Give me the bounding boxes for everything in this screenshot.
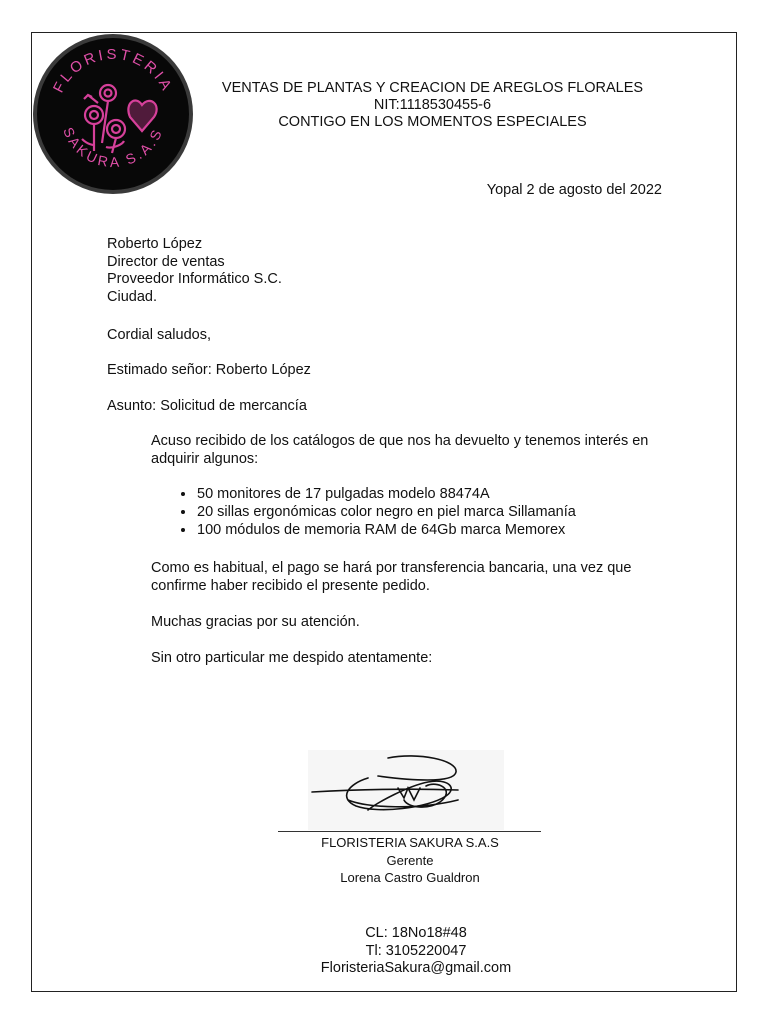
salutation: Estimado señor: Roberto López [107, 362, 311, 378]
list-item: • 20 sillas ergonómicas color negro en piel marca Sillamanía [196, 503, 576, 521]
contact-phone: Tl: 3105220047 [365, 942, 467, 959]
logo-arc-top-text: FLORISTERIA [49, 45, 177, 96]
recipient-title: Director de ventas [107, 253, 225, 270]
contact-email: FloristeriaSakura@gmail.com [320, 960, 512, 976]
letterhead-business-line: VENTAS DE PLANTAS Y CREACION DE AREGLOS FLORALES [221, 80, 644, 96]
contact-block [260, 925, 572, 978]
contact-address: CL: 18No18#48 [365, 925, 467, 941]
handwritten-signature [308, 750, 504, 830]
intro-paragraph: Acuso recibido de los catálogos de que nos ha devuelto y tenemos interés en adquirir algunos: [151, 433, 649, 467]
subject-line: Asunto: Solicitud de mercancía [107, 398, 307, 414]
recipient-block [107, 236, 282, 306]
list-item: • 100 módulos de memoria RAM de 64Gb marca Memorex [196, 521, 576, 539]
signer-name: Lorena Castro Gualdron [340, 870, 480, 885]
signer-company: FLORISTERIA SAKURA S.A.S [321, 835, 499, 850]
signature-line [278, 831, 541, 832]
letterhead-nit: NIT:1118530455-6 [373, 97, 492, 113]
closing-paragraph: Sin otro particular me despido atentamente: [151, 650, 433, 666]
logo-arc-bottom-text: SAKURA S.A.S [60, 124, 166, 171]
list-item: • 50 monitores de 17 pulgadas modelo 88474A [196, 485, 576, 503]
letterhead-slogan: CONTIGO EN LOS MOMENTOS ESPECIALES [278, 114, 587, 130]
payment-paragraph: Como es habitual, el pago se hará por transferencia bancaria, una vez que confirme haber recibido el presente pedido. [151, 560, 632, 594]
recipient-name: Roberto López [107, 236, 203, 252]
letter-date: Yopal 2 de agosto del 2022 [486, 182, 662, 198]
recipient-company: Proveedor Informático S.C. [107, 271, 282, 287]
thanks-paragraph: Muchas gracias por su atención. [151, 614, 360, 630]
recipient-city: Ciudad. [107, 288, 157, 305]
greeting: Cordial saludos, [107, 327, 211, 343]
letterhead [200, 80, 665, 131]
order-items-list [151, 485, 576, 539]
floristeria-sakura-logo [32, 33, 194, 195]
signer-role: Gerente [386, 852, 434, 868]
signature-block [280, 834, 540, 887]
